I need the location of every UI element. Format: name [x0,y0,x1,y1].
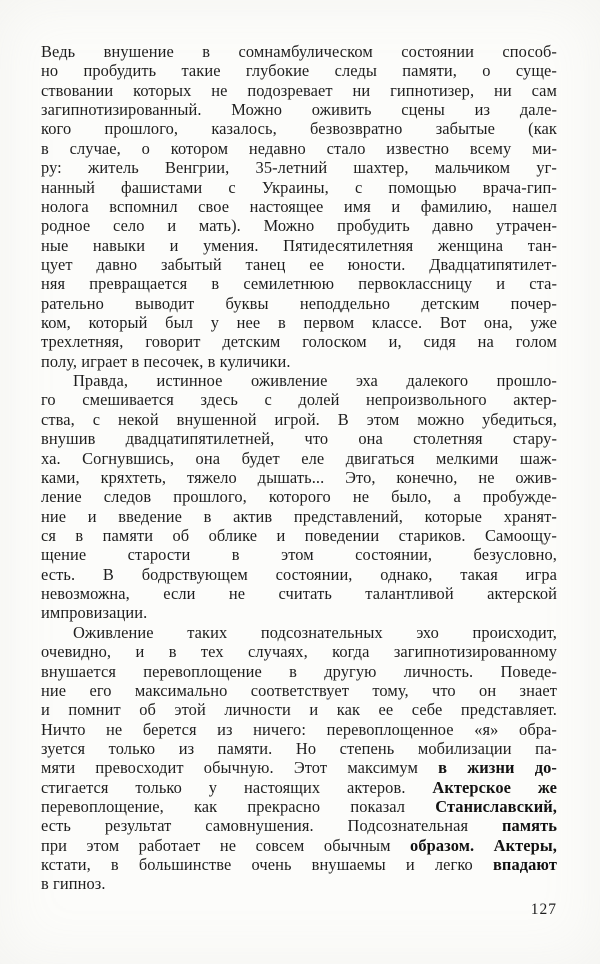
text-line: загипнотизированный. Можно оживить сцены из дале- [41,100,557,120]
text-line: в случае, о котором недавно стало известно всему ми- [41,138,557,158]
text-line: при этом работает не совсем обычным образом. Актеры, [41,835,557,855]
bold-text: Актерское же [432,777,557,797]
text-line: невозможна, если не считать талантливой актерской [41,584,557,604]
text-line: внушив двадцатипятилетней, что она столетняя стару- [41,429,557,449]
text-line: ные навыки и умения. Пятидесятилетняя женщина тан- [41,235,557,255]
bold-text: память [502,816,557,836]
text-line: импровизации. [41,603,148,623]
text-line: рательно выводит буквы неподдельно детским почер- [41,293,557,313]
text-line: полу, играет в песочек, в куличики. [41,351,291,371]
text-line: Ведь внушение в сомнамбулическом состоянии способ- [41,42,557,61]
text-line: цует давно забытый танец ее юности. Двадцатипятилет- [41,254,557,274]
text-line: щение старости в этом состоянии, безусловно, [41,545,557,565]
text-block [41,42,557,894]
text-line: ние его максимально соответствует тому, что он знает [41,680,557,700]
text-line: ства, с некой внушенной игрой. В этом можно убедиться, [41,409,557,429]
bold-text: впадают [492,855,557,875]
text-line: ха. Согнувшись, она будет еле двигаться мелкими шаж- [41,448,557,468]
text-line: няя превращается в семилетнюю первоклассницу и ста- [41,274,557,294]
text-line: ся в памяти об облике и поведении стариков. Самоощу- [41,525,557,545]
text-line: родное село и мать). Можно пробудить давно утрачен- [41,216,557,236]
text-line: и помнит об этой личности и как ее себе представляет. [41,700,557,720]
text-line: Оживление таких подсознательных эхо происходит, [73,622,557,642]
text-line: нанный фашистами с Украины, с помощью врача-гип- [41,177,557,197]
text-line: внушается перевоплощение в другую личность. Поведе- [41,661,557,681]
text-line: мяти превосходит обычную. Этот максимум в жизни до- [41,758,557,778]
bold-text: в жизни до- [438,758,557,778]
text-line: ком, который был у нее в первом классе. Вот она, уже [41,313,557,333]
text-line: зуется только из памяти. Но степень мобилизации па- [41,738,557,758]
text-line: ру: житель Венгрии, 35-летний шахтер, мальчиком уг- [41,158,557,178]
text-line: ствовании которых не подозревает ни гипнотизер, ни сам [41,80,557,100]
text-line: очевидно, и в тех случаях, когда загипнотизированному [41,642,557,662]
text-line: стигается только у настоящих актеров. Актерское же [41,777,557,797]
text-line: но пробудить такие глубокие следы памяти, о суще- [41,61,557,81]
bold-text: образом. Актеры, [410,835,557,855]
text-line: ние и введение в актив представлений, которые хранят- [41,506,557,526]
text-line: перевоплощение, как прекрасно показал Станиславский, [41,797,557,817]
text-line: трехлетняя, говорит детским голоском и, сидя на голом [41,332,557,352]
text-line: ление следов прошлого, которого не было, а пробужде- [41,487,557,507]
text-line: ками, кряхтеть, тяжело дышать... Это, конечно, не ожив- [41,467,557,487]
text-line: Ничто не берется из ничего: перевоплощенное «я» обра- [41,719,557,739]
text-line: кого прошлого, казалось, безвозвратно забытые (как [41,119,557,139]
text-line: кстати, в большинстве очень внушаемы и легко впадают [41,855,557,875]
page-number: 127 [530,901,557,918]
text-line: Правда, истинное оживление эха далекого прошло- [73,371,557,391]
text-line: есть. В бодрствующем состоянии, однако, такая игра [41,564,557,584]
text-line: есть результат самовнушения. Подсознательная память [41,816,557,836]
text-line: нолога вспомнил свое настоящее имя и фамилию, нашел [41,196,557,216]
text-line: в гипноз. [41,874,106,894]
text-line: го смешивается здесь с долей непроизвольного актер- [41,390,557,410]
bold-text: Станиславский, [435,797,557,817]
